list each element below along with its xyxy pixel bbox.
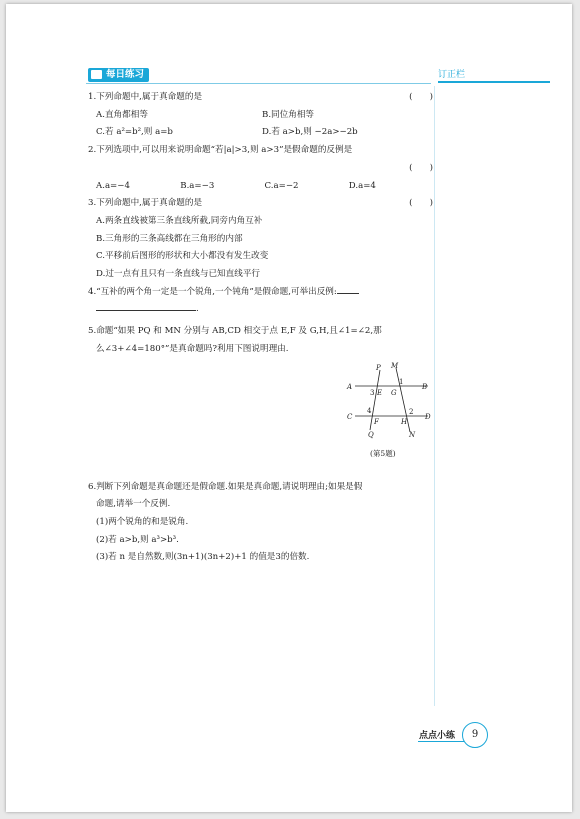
option-c[interactable]: C.a=−2 — [264, 180, 299, 191]
question-4-continuation — [88, 301, 433, 319]
option-d[interactable]: D.a=4 — [348, 180, 376, 191]
option-d[interactable]: D.过一点有且只有一条直线与已知直线平行 — [96, 269, 261, 280]
option-a[interactable]: A.a=−4 — [96, 180, 130, 191]
daily-practice-label: 每日练习 — [106, 69, 145, 80]
question-4-end: . — [196, 304, 199, 315]
question-1-options — [88, 124, 433, 142]
label-4: 4 — [367, 407, 372, 415]
label-f: F — [374, 418, 379, 426]
label-m: M — [391, 362, 399, 370]
question-6-item-1: (1)两个锐角的和是锐角. — [96, 516, 189, 527]
figure-caption: (第5题) — [370, 449, 396, 458]
question-2 — [88, 142, 433, 160]
question-6-line-2: 命题,请举一个反例. — [96, 499, 171, 510]
question-5-line-2: 么∠3+∠4=180°”是真命题吗?利用下图说明理由. — [96, 343, 289, 354]
question-1-stem: 1.下列命题中,属于真命题的是 — [88, 92, 203, 102]
page-number: 9 — [462, 722, 488, 748]
question-1 — [88, 89, 433, 107]
daily-practice-tag — [88, 68, 149, 82]
answer-blank[interactable] — [96, 310, 196, 311]
question-4-text: 4.“互补的两个角一定是一个锐角,一个钝角”是假命题,可举出反例: — [88, 286, 337, 297]
label-a: A — [347, 383, 353, 391]
label-d: D — [425, 413, 431, 421]
option-c[interactable]: C.若 a²=b²,则 a=b — [96, 127, 173, 138]
answer-paren[interactable]: ( ) — [409, 162, 433, 173]
question-6 — [88, 479, 433, 497]
question-6-line-1: 6.判断下列命题是真命题还是假命题.如果是真命题,请说明理由;如果是假 — [88, 481, 363, 492]
label-h: H — [401, 418, 408, 426]
exercise-content — [88, 89, 433, 567]
question-2-stem: 2.下列选项中,可以用来说明命题“若|a|>3,则 a>3”是假命题的反例是 — [88, 145, 353, 156]
geometry-figure — [340, 360, 440, 460]
label-n: N — [409, 431, 416, 439]
label-1: 1 — [399, 378, 404, 386]
answer-blank[interactable] — [337, 293, 359, 294]
question-6-item-3: (3)若 n 是自然数,则(3n+1)(3n+2)+1 的值是3的倍数. — [96, 552, 310, 563]
label-c: C — [347, 413, 353, 421]
option-b[interactable]: B.三角形的三条高线都在三角形的内部 — [96, 233, 243, 244]
footer-series-name: 点点小练 — [419, 731, 456, 741]
question-5-line-1: 5.命题“如果 PQ 和 MN 分别与 AB,CD 相交于点 E,F 及 G,H,且∠1=∠2,那 — [88, 326, 382, 337]
option-a[interactable]: A.直角都相等 — [96, 109, 148, 120]
answer-paren[interactable]: ( ) — [409, 198, 433, 209]
question-2-options — [88, 178, 433, 196]
label-b: B — [422, 383, 428, 391]
label-3: 3 — [370, 389, 375, 397]
question-2-paren-row — [88, 160, 433, 178]
option-a[interactable]: A.两条直线被第三条直线所截,同旁内角互补 — [96, 215, 263, 226]
label-e: E — [377, 389, 383, 397]
option-c[interactable]: C.平移前后图形的形状和大小都没有发生改变 — [96, 251, 269, 262]
label-2: 2 — [409, 408, 414, 416]
label-q: Q — [368, 431, 374, 439]
footer-rule — [418, 741, 468, 742]
correction-column-label: 订正栏 — [438, 70, 466, 80]
question-4 — [88, 284, 433, 302]
question-3-stem: 3.下列命题中,属于真命题的是 — [88, 198, 203, 209]
correction-column-tag — [438, 69, 550, 83]
label-g: G — [391, 389, 397, 397]
option-d[interactable]: D.若 a>b,则 −2a>−2b — [262, 127, 358, 138]
answer-paren[interactable]: ( ) — [409, 92, 433, 102]
question-6-item-2: (2)若 a>b,则 a³>b³. — [96, 534, 179, 545]
option-b[interactable]: B.a=−3 — [180, 180, 215, 191]
question-5 — [88, 323, 433, 341]
label-p: P — [376, 364, 381, 372]
book-icon — [91, 70, 102, 79]
option-b[interactable]: B.同位角相等 — [262, 109, 315, 120]
question-1-options — [88, 107, 433, 125]
question-3 — [88, 195, 433, 213]
